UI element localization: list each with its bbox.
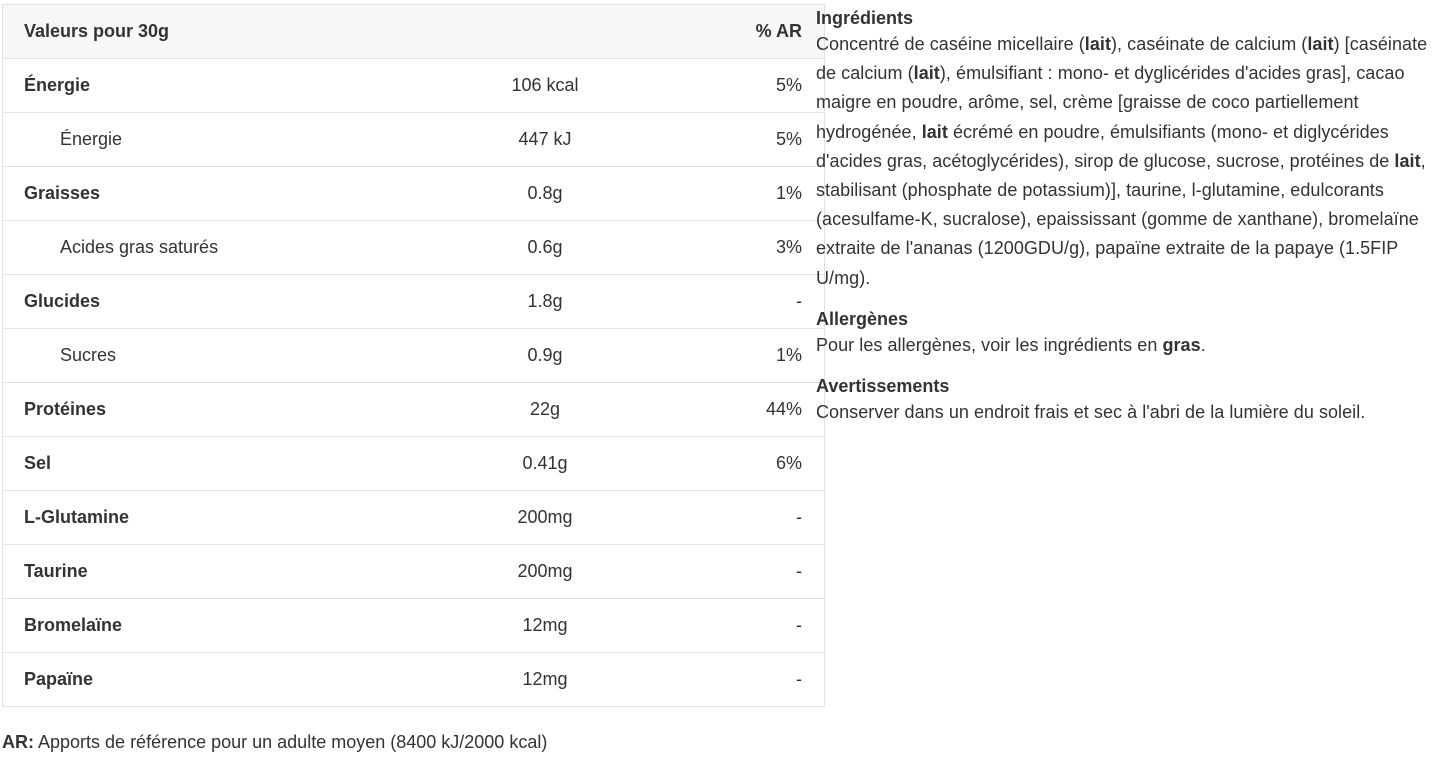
nutrient-value: 0.9g xyxy=(424,329,666,383)
nutrient-ar: 44% xyxy=(666,383,825,437)
nutrient-ar: 5% xyxy=(666,113,825,167)
nutrition-table-body xyxy=(3,59,825,707)
nutrient-value: 447 kJ xyxy=(424,113,666,167)
warnings-title: Avertissements xyxy=(816,376,950,397)
nutrition-table xyxy=(2,4,825,707)
table-row xyxy=(3,167,825,221)
nutrient-ar: - xyxy=(666,275,825,329)
nutrient-name: Protéines xyxy=(3,383,425,437)
ingredients-title: Ingrédients xyxy=(816,8,914,28)
nutrient-value: 12mg xyxy=(424,599,666,653)
text-segment: ), caséinate de calcium ( xyxy=(1111,34,1308,54)
nutrient-name: Acides gras saturés xyxy=(3,221,425,275)
bold-segment: lait xyxy=(1084,34,1111,54)
nutrient-ar: - xyxy=(666,491,825,545)
nutrient-name: Papaïne xyxy=(3,653,425,707)
header-value xyxy=(424,5,666,59)
text-segment: ), émulsifiant : mono- et dyglicérides d'acides gras], cacao maigre en poudre, arôme, sel, crème [graisse de coco partiellement hydrogénée, xyxy=(816,63,1405,142)
text-segment: ) [caséinate de calcium ( xyxy=(816,34,1428,84)
ingredients-section xyxy=(816,6,1430,293)
text-segment: , stabilisant (phosphate de potassium)], taurine, l-glutamine, edulcorants (acesulfame-K, sucralose), epaississant (gomme de xanthane), bromelaïne extraite de l'ananas (1200GDU/g), papaïne extraite de la papaye (1.5FIP U/mg). xyxy=(816,150,1426,288)
text-segment: écrémé en poudre, émulsifiants (mono- et diglycérides d'acides gras, acétoglycérides), sirop de glucose, sucrose, protéines de xyxy=(816,121,1395,171)
nutrient-value: 0.6g xyxy=(424,221,666,275)
table-row xyxy=(3,221,825,275)
table-row xyxy=(3,113,825,167)
table-header-row xyxy=(3,5,825,59)
nutrient-name: Taurine xyxy=(3,545,425,599)
nutrient-ar: 1% xyxy=(666,167,825,221)
table-row xyxy=(3,329,825,383)
allergens-text xyxy=(816,331,1430,360)
nutrient-name: Glucides xyxy=(3,275,425,329)
footnote-text: Apports de référence pour un adulte moyen (8400 kJ/2000 kcal) xyxy=(34,732,548,752)
nutrient-ar: 6% xyxy=(666,437,825,491)
nutrient-name: Graisses xyxy=(3,167,425,221)
table-row xyxy=(3,383,825,437)
nutrient-value: 106 kcal xyxy=(424,59,666,113)
header-ar: % AR xyxy=(666,5,825,59)
table-row xyxy=(3,59,825,113)
allergens-section xyxy=(816,307,1430,360)
bold-segment: lait xyxy=(921,121,948,142)
nutrient-value: 200mg xyxy=(424,491,666,545)
nutrient-value: 0.41g xyxy=(424,437,666,491)
nutrient-name: Sel xyxy=(3,437,425,491)
nutrient-ar: - xyxy=(666,653,825,707)
bold-segment: lait xyxy=(913,63,940,84)
header-nutrient: Valeurs pour 30g xyxy=(3,5,425,59)
nutrient-value: 0.8g xyxy=(424,167,666,221)
table-row xyxy=(3,437,825,491)
nutrient-name: Énergie xyxy=(3,59,425,113)
allergens-title: Allergènes xyxy=(816,308,909,329)
footnote-label: AR: xyxy=(2,732,34,752)
bold-segment: lait xyxy=(1394,150,1421,171)
bold-segment: lait xyxy=(1307,34,1334,54)
bold-segment: gras xyxy=(1162,334,1201,355)
nutrient-value: 12mg xyxy=(424,653,666,707)
nutrient-value: 200mg xyxy=(424,545,666,599)
ingredients-text xyxy=(816,30,1430,293)
nutrient-value: 1.8g xyxy=(424,275,666,329)
text-segment: Pour les allergènes, voir les ingrédients en xyxy=(816,334,1163,355)
text-segment: Concentré de caséine micellaire ( xyxy=(816,34,1085,54)
nutrient-ar: 5% xyxy=(666,59,825,113)
warnings-text xyxy=(816,398,1430,427)
ar-footnote xyxy=(2,731,547,753)
nutrient-ar: - xyxy=(666,545,825,599)
warnings-section xyxy=(816,374,1430,427)
text-segment: Conserver dans un endroit frais et sec à l'abri de la lumière du soleil. xyxy=(816,402,1366,423)
nutrient-ar: 3% xyxy=(666,221,825,275)
table-row xyxy=(3,275,825,329)
nutrient-value: 22g xyxy=(424,383,666,437)
table-row xyxy=(3,491,825,545)
nutrient-name: Énergie xyxy=(3,113,425,167)
nutrient-ar: - xyxy=(666,599,825,653)
nutrient-name: Sucres xyxy=(3,329,425,383)
nutrient-name: Bromelaïne xyxy=(3,599,425,653)
table-row xyxy=(3,599,825,653)
text-segment: . xyxy=(1200,334,1206,355)
product-info xyxy=(816,6,1430,431)
table-row xyxy=(3,545,825,599)
table-row xyxy=(3,653,825,707)
nutrient-name: L-Glutamine xyxy=(3,491,425,545)
nutrient-ar: 1% xyxy=(666,329,825,383)
